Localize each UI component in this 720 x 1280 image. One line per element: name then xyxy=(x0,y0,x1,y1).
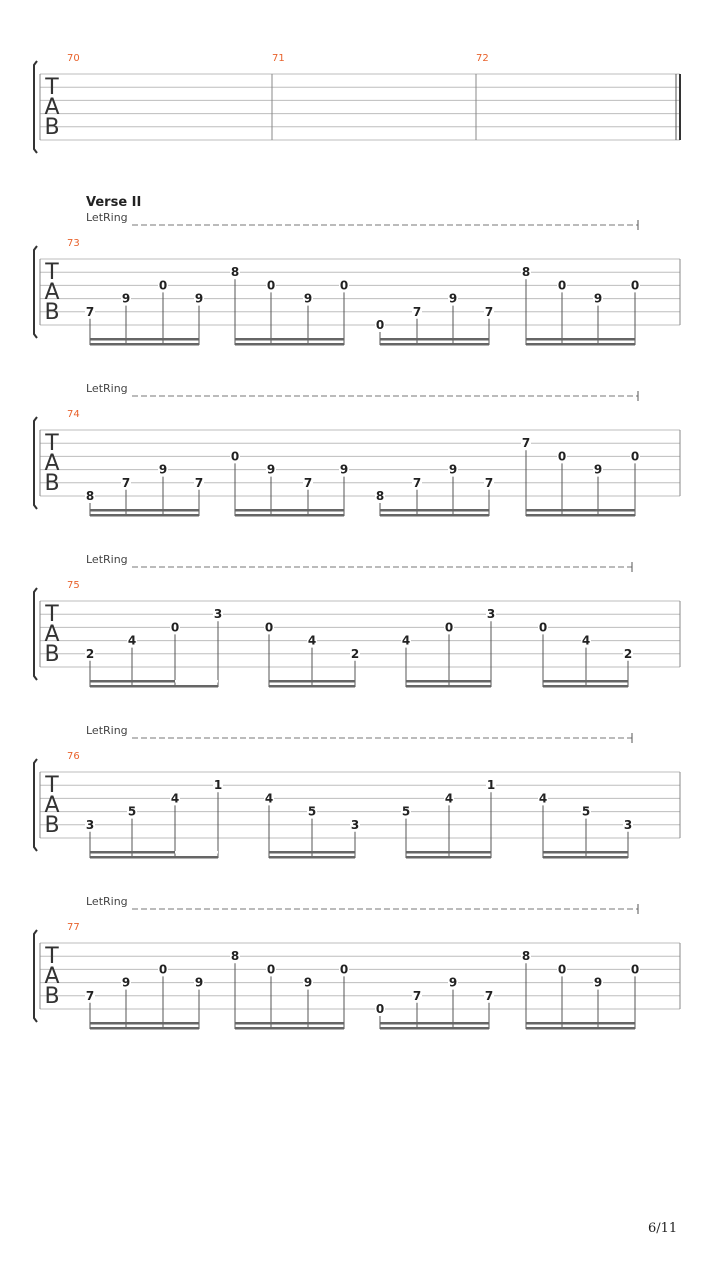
fret-number: 0 xyxy=(630,449,640,464)
fret-number: 9 xyxy=(593,975,603,990)
fret-number: 1 xyxy=(486,778,496,793)
fret-number: 8 xyxy=(375,489,385,503)
fret-number: 7 xyxy=(121,475,131,490)
beam xyxy=(235,343,344,346)
fret-number: 8 xyxy=(230,949,240,964)
fret-number: 4 xyxy=(264,791,274,806)
beam-gap xyxy=(175,851,218,854)
fret-number: 2 xyxy=(85,646,95,661)
beam xyxy=(380,509,489,512)
fret-number: 5 xyxy=(581,804,591,819)
tab-clef-letter: A xyxy=(44,622,60,647)
measure-number: 73 xyxy=(67,238,80,249)
tab-clef-letter: A xyxy=(44,793,60,818)
measure-number: 70 xyxy=(67,53,80,64)
fret-number: 4 xyxy=(127,633,137,648)
beam xyxy=(543,851,628,854)
fret-number: 7 xyxy=(521,436,531,451)
fret-number: 8 xyxy=(521,949,531,964)
beam xyxy=(543,680,628,683)
beam xyxy=(526,509,635,512)
tab-clef-letter: T xyxy=(45,431,59,456)
fret-number: 0 xyxy=(557,278,567,293)
let-ring-label: LetRing xyxy=(86,553,128,566)
fret-number: 4 xyxy=(401,633,411,648)
fret-number: 2 xyxy=(350,646,360,661)
beam xyxy=(543,856,628,859)
fret-number: 0 xyxy=(375,1002,385,1016)
fret-number: 9 xyxy=(303,291,313,306)
beam xyxy=(235,1022,344,1025)
beam xyxy=(526,1027,635,1030)
beam xyxy=(380,343,489,346)
fret-number: 7 xyxy=(484,304,494,319)
tab-clef-letter: T xyxy=(45,75,59,100)
beam xyxy=(543,685,628,688)
fret-number: 5 xyxy=(307,804,317,819)
system-bracket xyxy=(34,246,37,338)
beam xyxy=(380,1027,489,1030)
fret-number: 0 xyxy=(339,962,349,977)
system-bracket xyxy=(34,417,37,509)
fret-number: 0 xyxy=(375,318,385,332)
measure-number: 77 xyxy=(67,922,80,933)
fret-number: 3 xyxy=(350,817,360,832)
tab-clef-letter: A xyxy=(44,964,60,989)
fret-number: 0 xyxy=(557,449,567,464)
beam xyxy=(406,851,491,854)
fret-number: 9 xyxy=(448,462,458,477)
fret-number: 9 xyxy=(593,291,603,306)
beam xyxy=(90,509,199,512)
fret-number: 7 xyxy=(412,988,422,1003)
fret-number: 0 xyxy=(557,962,567,977)
beam xyxy=(90,856,218,859)
fret-number: 9 xyxy=(448,291,458,306)
measure-number: 76 xyxy=(67,751,80,762)
fret-number: 3 xyxy=(213,607,223,622)
measure-number: 75 xyxy=(67,580,80,591)
tab-clef-letter: B xyxy=(44,300,60,325)
fret-number: 4 xyxy=(538,791,548,806)
fret-number: 0 xyxy=(630,962,640,977)
tab-clef-letter: T xyxy=(45,773,59,798)
fret-number: 0 xyxy=(170,620,180,635)
let-ring-label: LetRing xyxy=(86,211,128,224)
beam xyxy=(380,338,489,341)
fret-number: 1 xyxy=(213,778,223,793)
fret-number: 0 xyxy=(630,278,640,293)
let-ring-label: LetRing xyxy=(86,895,128,908)
fret-number: 8 xyxy=(521,265,531,280)
fret-number: 4 xyxy=(170,791,180,806)
page-number: 6/11 xyxy=(648,1221,678,1236)
beam xyxy=(235,338,344,341)
measure-number: 74 xyxy=(67,409,80,420)
measure-number: 72 xyxy=(476,53,489,64)
fret-number: 4 xyxy=(444,791,454,806)
beam xyxy=(235,1027,344,1030)
tab-clef-letter: A xyxy=(44,280,60,305)
let-ring-label: LetRing xyxy=(86,382,128,395)
fret-number: 0 xyxy=(230,449,240,464)
fret-number: 7 xyxy=(85,988,95,1003)
tab-clef-letter: A xyxy=(44,451,60,476)
measure-number: 71 xyxy=(272,53,285,64)
tab-clef-letter: B xyxy=(44,115,60,140)
beam xyxy=(269,856,355,859)
fret-number: 0 xyxy=(158,278,168,293)
fret-number: 0 xyxy=(266,278,276,293)
beam xyxy=(235,509,344,512)
tab-clef-letter: B xyxy=(44,642,60,667)
beam xyxy=(380,1022,489,1025)
let-ring-label: LetRing xyxy=(86,724,128,737)
fret-number: 3 xyxy=(623,817,633,832)
fret-number: 4 xyxy=(307,633,317,648)
fret-number: 9 xyxy=(158,462,168,477)
fret-number: 5 xyxy=(127,804,137,819)
beam xyxy=(526,338,635,341)
beam xyxy=(380,514,489,517)
fret-number: 7 xyxy=(412,304,422,319)
fret-number: 9 xyxy=(121,975,131,990)
fret-number: 5 xyxy=(401,804,411,819)
tab-clef-letter: B xyxy=(44,813,60,838)
beam xyxy=(406,685,491,688)
fret-number: 9 xyxy=(194,291,204,306)
fret-number: 9 xyxy=(448,975,458,990)
beam xyxy=(90,1027,199,1030)
system-bracket xyxy=(34,930,37,1022)
fret-number: 7 xyxy=(303,475,313,490)
beam xyxy=(90,1022,199,1025)
system-bracket xyxy=(34,759,37,851)
fret-number: 7 xyxy=(484,988,494,1003)
system-bracket xyxy=(34,61,37,153)
fret-number: 2 xyxy=(623,646,633,661)
tab-clef-letter: T xyxy=(45,944,59,969)
fret-number: 0 xyxy=(158,962,168,977)
fret-number: 9 xyxy=(194,975,204,990)
beam xyxy=(269,680,355,683)
beam xyxy=(269,685,355,688)
fret-number: 8 xyxy=(85,489,95,503)
beam xyxy=(90,685,218,688)
beam xyxy=(235,514,344,517)
beam xyxy=(526,514,635,517)
fret-number: 9 xyxy=(339,462,349,477)
beam xyxy=(526,343,635,346)
tab-clef-letter: T xyxy=(45,260,59,285)
fret-number: 9 xyxy=(303,975,313,990)
fret-number: 7 xyxy=(484,475,494,490)
tab-clef-letter: B xyxy=(44,984,60,1009)
fret-number: 3 xyxy=(85,817,95,832)
tab-clef-letter: T xyxy=(45,602,59,627)
tab-clef-letter: A xyxy=(44,95,60,120)
fret-number: 9 xyxy=(266,462,276,477)
fret-number: 7 xyxy=(412,475,422,490)
fret-number: 7 xyxy=(85,304,95,319)
fret-number: 4 xyxy=(581,633,591,648)
fret-number: 9 xyxy=(593,462,603,477)
beam xyxy=(90,343,199,346)
fret-number: 3 xyxy=(486,607,496,622)
fret-number: 0 xyxy=(538,620,548,635)
beam xyxy=(406,856,491,859)
fret-number: 9 xyxy=(121,291,131,306)
fret-number: 7 xyxy=(194,475,204,490)
tab-clef-letter: B xyxy=(44,471,60,496)
beam xyxy=(90,338,199,341)
beam-gap xyxy=(175,680,218,683)
fret-number: 0 xyxy=(266,962,276,977)
section-label: Verse II xyxy=(86,195,142,210)
beam xyxy=(526,1022,635,1025)
system-bracket xyxy=(34,588,37,680)
beam xyxy=(269,851,355,854)
beam xyxy=(90,514,199,517)
fret-number: 0 xyxy=(264,620,274,635)
fret-number: 8 xyxy=(230,265,240,280)
fret-number: 0 xyxy=(444,620,454,635)
beam xyxy=(406,680,491,683)
fret-number: 0 xyxy=(339,278,349,293)
